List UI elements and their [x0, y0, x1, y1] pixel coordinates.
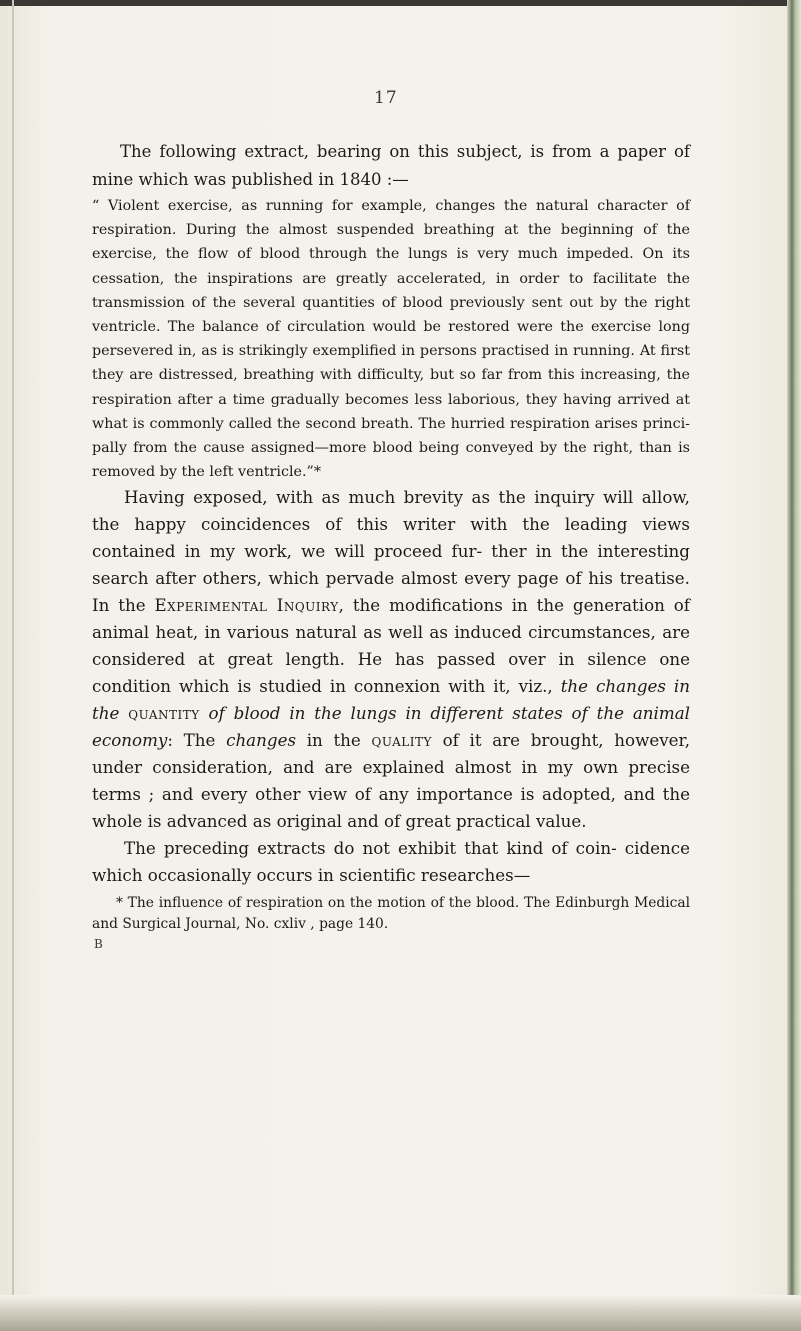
signature-mark: B — [94, 937, 103, 952]
para2-italic-d: the changes in the — [92, 676, 690, 724]
scan-top-edge — [0, 0, 801, 6]
footnote: * The influence of respiration on the motion of the blood. The Edinburgh Medical and Surgical Journal, No. cxliv , page 140. — [92, 895, 690, 933]
gutter-line — [12, 0, 14, 1331]
closing-paragraph: The preceding extracts do not exhibit that kind of coin- cidence which occasionally occurs in scientific researches— — [92, 838, 690, 886]
quotation-paragraph: “ Violent exercise, as running for example, changes the natural character of respiration. During the almost suspended breathing at the beginning of the exercise, the flow of blood through the lungs is very much impeded. On its cessation, the inspirations are greatly accelerated, in order to facilitate the transmission of the several quantities of blood previously sent out by the right ventricle. The balance of circulation would be restored were the exercise long persevered in, as is strikingly exemplified in persons practised in running. At first they are distressed, breathing with difficulty, but so far from this increasing, the respiration after a time gradually becomes less laborious, they having arrived at what is commonly called the second breath. The hurried respiration arises princi- pally from the cause assigned—more blood being conveyed by the right, than is removed by the left ventricle.”* — [92, 198, 690, 481]
para2-text-a: Having exposed, with as much brevity as the inquiry will allow, the happy coincidences of this writer with the leading views contained in my work, we will proceed fur- ther in the interesting search after others, which pervade almost every page of his treatise. In the — [92, 487, 690, 616]
page-body — [92, 138, 690, 935]
para2-text-i: in the — [296, 730, 372, 751]
quality-term: quality — [371, 730, 432, 751]
experimental-inquiry-title: Experimental Inquiry — [154, 595, 339, 616]
scan-bottom-edge — [0, 1295, 801, 1331]
changes-term: changes — [226, 730, 297, 751]
scan-right-edge — [787, 0, 801, 1331]
main-paragraph — [92, 484, 690, 835]
para2-italic-f: of blood in the lungs in different states of the animal economy — [92, 703, 690, 751]
quantity-term: quantity — [128, 703, 200, 724]
para2-text-k: of it are brought, however, under consideration, and are explained almost in my own precise terms ; and every other view of any importance is adopted, and the whole is advanced as original and of great practical value. — [92, 730, 690, 832]
para2-text-c: , the modifications in the generation of animal heat, in various natural as well as induced circumstances, are considered at great length. He has passed over in silence one condition which is studied in connexion with it, viz., — [92, 595, 690, 697]
para2-text-g: : The — [167, 730, 227, 751]
intro-paragraph: The following extract, bearing on this subject, is from a paper of mine which was published in 1840 :— — [92, 142, 690, 189]
page-number: 17 — [374, 88, 398, 108]
